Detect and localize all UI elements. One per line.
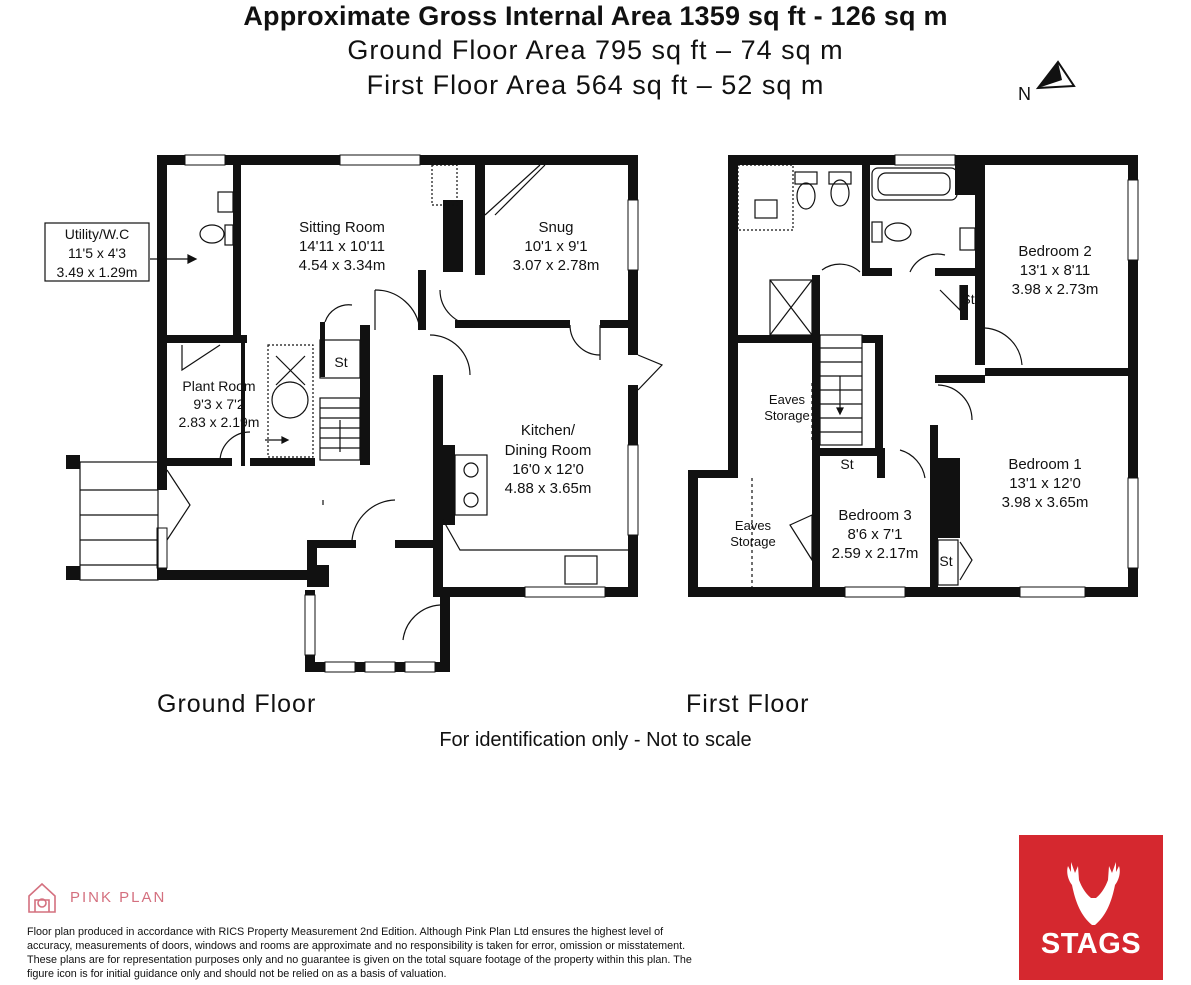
ground-floor-title: Ground Floor [157,690,317,718]
kitchen-name-line1: Kitchen/ [520,422,576,439]
first-floor-area-heading: First Floor Area 564 sq ft – 52 sq m [366,70,825,100]
bedroom1-imperial: 13'1 x 12'0 [1009,475,1081,492]
bedroom2-name: Bedroom 2 [1018,243,1092,260]
bedroom2-imperial: 13'1 x 8'11 [1019,262,1091,279]
snug-imperial: 10'1 x 9'1 [524,238,588,255]
eaves-upper-line2: Storage [764,408,810,423]
eaves-upper-line1: Eaves [768,392,806,407]
disclaimer-text: Floor plan produced in accordance with RICS Property Measurement 2nd Edition. Although Pink Plan Ltd ensures the highest level of accuracy, measurements of doors, windows and rooms are approximate and no responsibility is taken for error, omission or misstatement. These plans are for representation purposes only and no guarantee is given on the total square footage of the property within this plan. The figure icon is for initial guidance only and should not be relied on as a basis of valuation. [27,926,692,980]
pink-plan-brand: PINK PLAN [70,889,167,906]
pink-plan-house-icon [29,884,55,912]
plant-room-metric: 2.83 x 2.19m [178,414,260,430]
eaves-lower-line1: Eaves [734,518,772,533]
snug-metric: 3.07 x 2.78m [512,257,600,274]
compass-label: N [1018,84,1031,104]
utility-room-name: Utility/W.C [64,226,130,242]
bedroom1-store-label: St [939,553,953,569]
bedroom1-metric: 3.98 x 3.65m [1001,494,1089,511]
kitchen-imperial: 16'0 x 12'0 [512,461,584,478]
bedroom2-store-label: St [961,291,975,307]
bedroom1-name: Bedroom 1 [1008,456,1082,473]
plant-room-imperial: 9'3 x 7'2 [193,396,245,412]
identification-note: For identification only - Not to scale [439,729,752,751]
utility-room-imperial: 11'5 x 4'3 [67,245,127,261]
plant-room-name: Plant Room [182,378,256,394]
sitting-room-metric: 4.54 x 3.34m [298,257,386,274]
utility-room-metric: 3.49 x 1.29m [56,264,138,280]
ground-floor-area-heading: Ground Floor Area 795 sq ft – 74 sq m [347,35,844,65]
sitting-room-imperial: 14'11 x 10'11 [298,238,386,255]
landing-store-label: St [840,456,854,472]
eaves-lower-line2: Storage [730,534,776,549]
sitting-room-name: Sitting Room [299,219,385,236]
kitchen-name-line2: Dining Room [504,442,592,459]
stags-logo-text: STAGS [1040,928,1142,960]
snug-name: Snug [538,219,574,236]
bedroom3-imperial: 8'6 x 7'1 [847,526,903,543]
kitchen-metric: 4.88 x 3.65m [504,480,592,497]
bedroom3-name: Bedroom 3 [838,507,912,524]
compass-north-icon [1018,62,1074,104]
bedroom2-metric: 3.98 x 2.73m [1011,281,1099,298]
first-floor-title: First Floor [686,690,810,718]
bedroom3-metric: 2.59 x 2.17m [831,545,919,562]
ground-store-label: St [334,354,348,370]
gross-area-heading: Approximate Gross Internal Area 1359 sq ft - 126 sq m [243,1,948,31]
